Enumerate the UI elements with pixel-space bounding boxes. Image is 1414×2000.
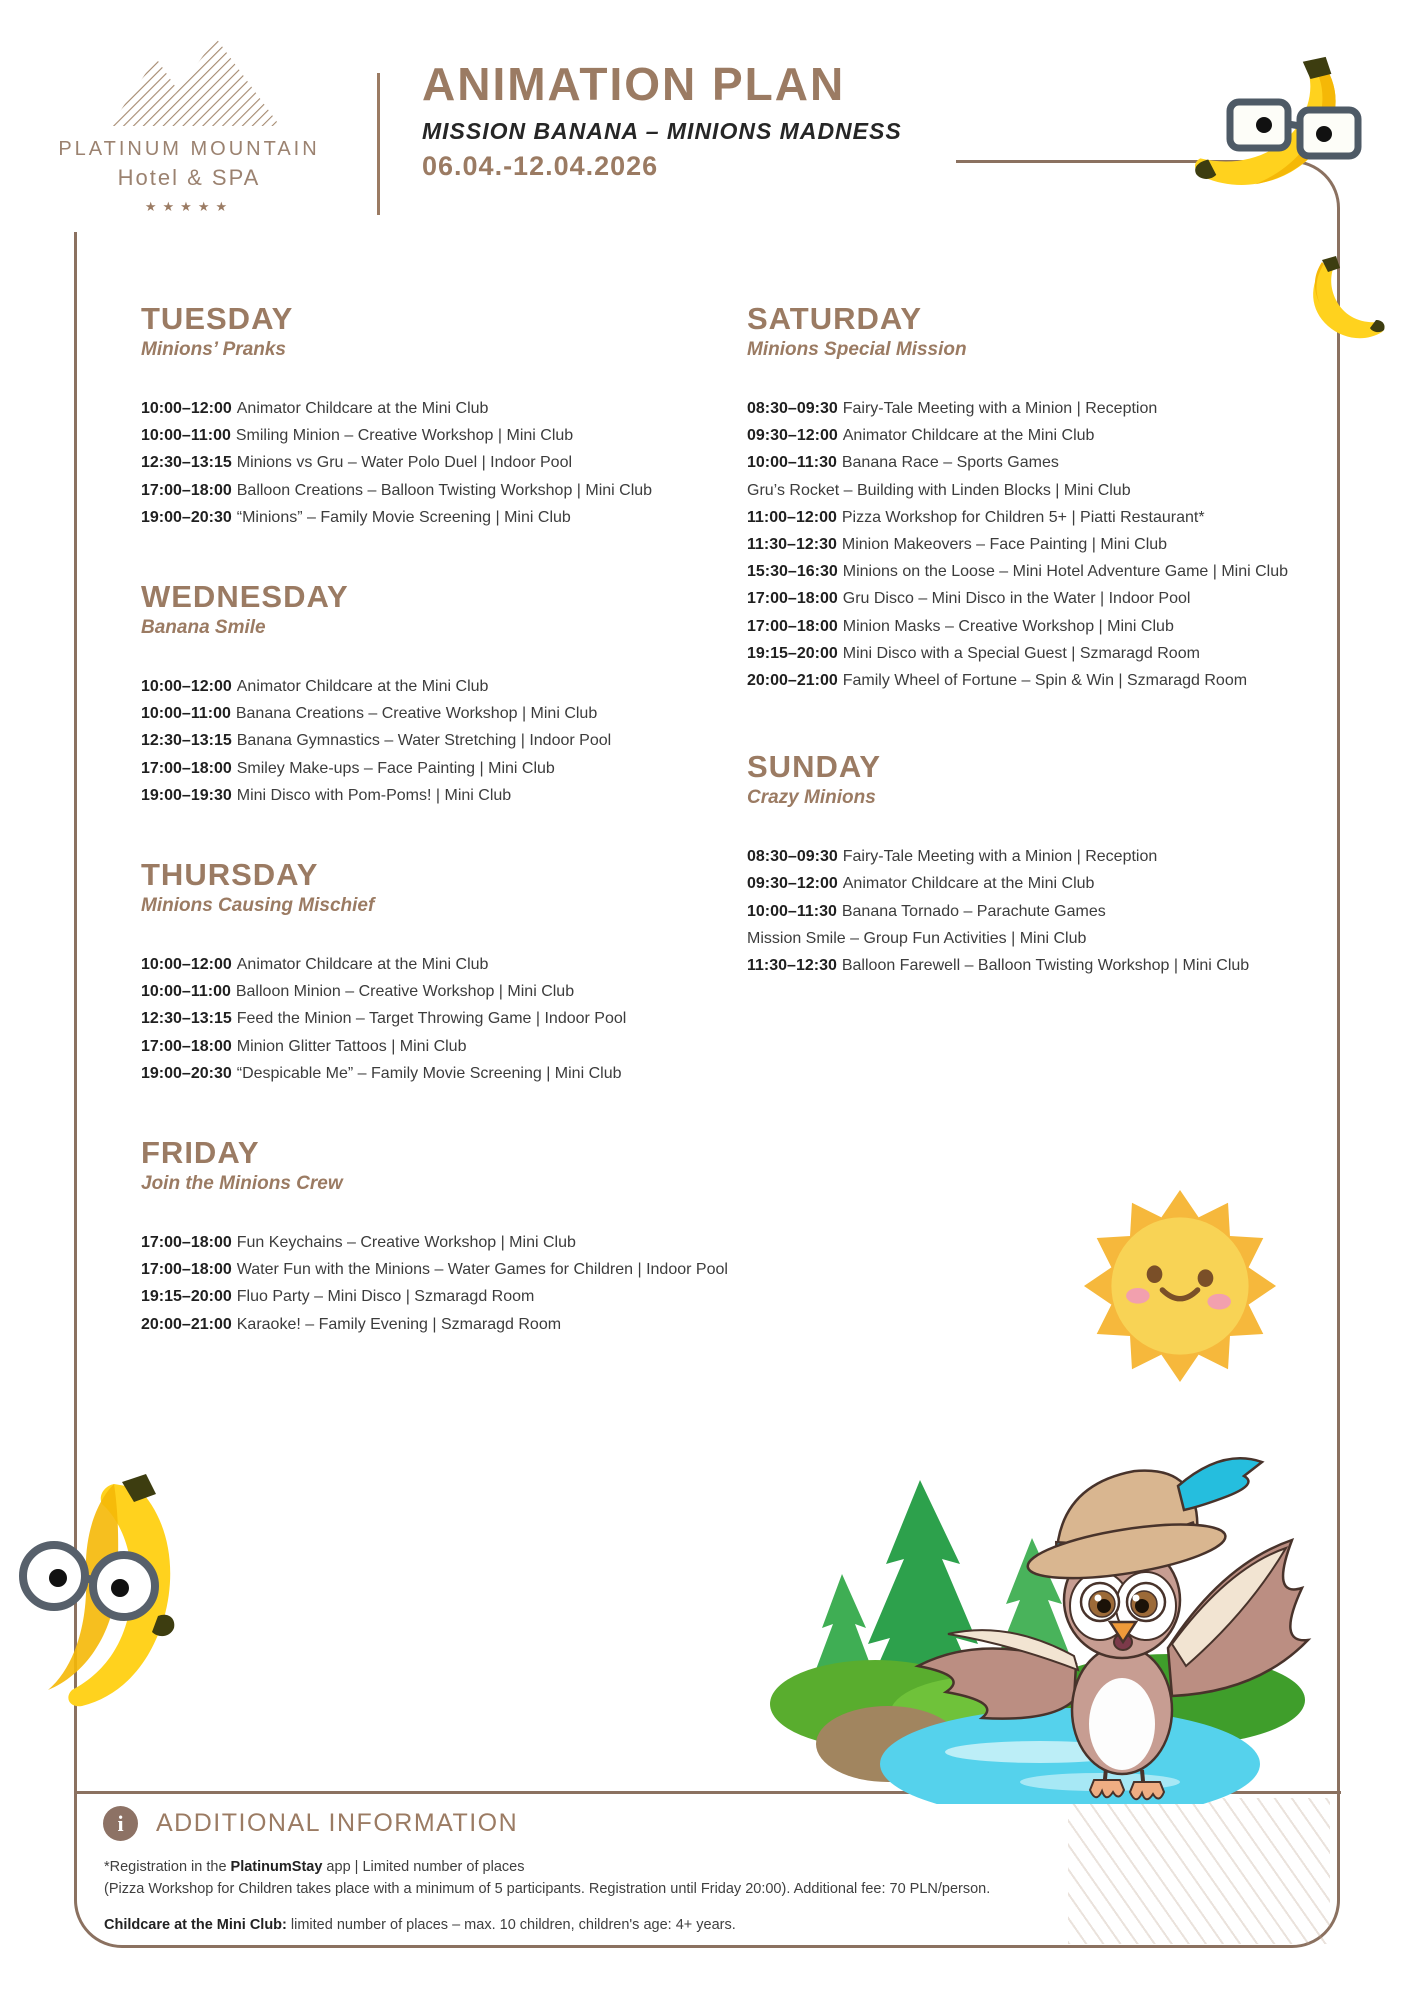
- event-text: Feed the Minion – Target Throwing Game | Indoor Pool: [236, 1010, 627, 1028]
- event-text: Karaoke! – Family Evening | Szmaragd Room: [236, 1315, 562, 1333]
- day-section: [141, 580, 761, 809]
- event-row: [747, 613, 1367, 640]
- day-theme: Minions’ Pranks: [141, 339, 286, 360]
- event-row: [141, 422, 761, 449]
- event-text: Banana Gymnastics – Water Stretching | Indoor Pool: [236, 732, 612, 750]
- event-row: [141, 1229, 761, 1256]
- event-row: [747, 870, 1367, 897]
- note1-prefix: *Registration in the: [104, 1859, 231, 1875]
- day-section: [141, 1136, 761, 1338]
- footer-notes: [104, 1856, 1254, 1936]
- day-section: [141, 858, 761, 1087]
- banana-with-round-glasses-illustration: [18, 1448, 218, 1748]
- header-divider: [377, 73, 380, 215]
- event-time: 15:30–16:30: [747, 563, 838, 581]
- event-text: Animator Childcare at the Mini Club: [236, 400, 489, 417]
- event-row: [141, 1005, 761, 1032]
- star-rating: ★★★★★: [144, 199, 234, 214]
- event-text: Minion Makeovers – Face Painting | Mini Club: [841, 536, 1168, 554]
- day-theme: Minions Special Mission: [747, 339, 967, 360]
- event-time: 10:00–12:00: [141, 678, 232, 696]
- event-row: [141, 951, 761, 978]
- day-name: FRIDAY: [141, 1135, 260, 1171]
- brand-subtitle: Hotel & SPA: [117, 165, 261, 190]
- day-name: TUESDAY: [141, 301, 294, 336]
- event-time: 20:00–21:00: [141, 1315, 232, 1333]
- event-time: 19:00–19:30: [141, 786, 232, 804]
- event-time: 17:00–18:00: [747, 617, 838, 635]
- event-text: Banana Creations – Creative Workshop | Mini Club: [235, 705, 598, 723]
- day-section: [747, 302, 1367, 694]
- event-row: [747, 531, 1367, 558]
- event-text: Balloon Creations – Balloon Twisting Workshop | Mini Club: [236, 481, 653, 499]
- event-text: Minions on the Loose – Mini Hotel Adventure Game | Mini Club: [842, 563, 1289, 581]
- event-row: [141, 978, 761, 1005]
- event-text: Mission Smile – Group Fun Activities | Mini Club: [747, 929, 1087, 947]
- event-row: [747, 843, 1367, 870]
- event-text: Mini Disco with a Special Guest | Szmaragd Room: [842, 644, 1200, 662]
- event-text: Animator Childcare at the Mini Club: [236, 956, 489, 974]
- event-row: [747, 449, 1367, 476]
- event-time: 17:00–18:00: [141, 1261, 232, 1279]
- event-text: Balloon Minion – Creative Workshop | Mini Club: [235, 983, 575, 1001]
- event-text: Balloon Farewell – Balloon Twisting Workshop | Mini Club: [841, 957, 1250, 975]
- page-subtitle: MISSION BANANA – MINIONS MADNESS: [422, 118, 902, 144]
- event-time: 12:30–13:15: [141, 1010, 232, 1028]
- event-row: [747, 477, 1367, 504]
- day-section: [747, 750, 1367, 979]
- event-time: 10:00–11:30: [747, 902, 837, 920]
- event-time: 10:00–11:30: [747, 454, 837, 472]
- event-text: Family Wheel of Fortune – Spin & Win | Szmaragd Room: [842, 672, 1248, 690]
- event-time: 19:00–20:30: [141, 1064, 232, 1082]
- event-text: Minion Masks – Creative Workshop | Mini Club: [842, 617, 1174, 635]
- event-time: 10:00–11:00: [141, 427, 231, 445]
- event-row: [141, 1283, 761, 1310]
- event-row: [747, 640, 1367, 667]
- event-row: [141, 673, 761, 700]
- event-row: [141, 504, 761, 531]
- day-section: [141, 302, 761, 531]
- event-row: [747, 898, 1367, 925]
- event-list: [747, 843, 1367, 979]
- day-theme: Banana Smile: [141, 617, 266, 639]
- event-text: Fun Keychains – Creative Workshop | Mini Club: [236, 1234, 576, 1252]
- event-text: Pizza Workshop for Children 5+ | Piatti Restaurant*: [841, 508, 1205, 526]
- event-row: [141, 1060, 761, 1087]
- event-time: 20:00–21:00: [747, 672, 838, 690]
- event-text: Gru’s Rocket – Building with Linden Blocks | Mini Club: [747, 481, 1131, 499]
- event-text: Smiling Minion – Creative Workshop | Mini Club: [235, 427, 574, 445]
- event-text: Fairy-Tale Meeting with a Minion | Reception: [842, 848, 1158, 866]
- event-time: 17:00–18:00: [141, 759, 232, 777]
- smiling-sun-illustration: [1082, 1188, 1278, 1384]
- event-text: Gru Disco – Mini Disco in the Water | Indoor Pool: [842, 590, 1191, 608]
- day-name: THURSDAY: [141, 857, 319, 893]
- event-text: “Despicable Me” – Family Movie Screening | Mini Club: [236, 1064, 622, 1082]
- event-time: 10:00–11:00: [141, 983, 231, 1001]
- banana-with-square-glasses-illustration: [1192, 38, 1378, 238]
- event-row: [141, 755, 761, 782]
- event-time: 17:00–18:00: [141, 1037, 232, 1055]
- note1-suffix: app | Limited number of places: [322, 1859, 525, 1875]
- event-time: 19:00–20:30: [141, 508, 232, 526]
- event-text: Fluo Party – Mini Disco | Szmaragd Room: [236, 1288, 535, 1306]
- day-theme: Join the Minions Crew: [141, 1173, 343, 1195]
- event-row: [747, 422, 1367, 449]
- day-name: SATURDAY: [747, 301, 923, 336]
- event-row: [141, 782, 761, 809]
- note1-bold: PlatinumStay: [230, 1859, 323, 1875]
- event-time: 12:30–13:15: [141, 732, 232, 750]
- event-text: Animator Childcare at the Mini Club: [236, 678, 489, 696]
- event-text: Fairy-Tale Meeting with a Minion | Reception: [842, 400, 1158, 417]
- footer-title: ADDITIONAL INFORMATION: [156, 1809, 519, 1837]
- event-time: 08:30–09:30: [747, 400, 838, 417]
- page-title: ANIMATION PLAN: [422, 58, 846, 110]
- day-theme: Crazy Minions: [747, 787, 876, 809]
- event-row: [141, 1256, 761, 1283]
- event-time: 09:30–12:00: [747, 427, 838, 445]
- event-text: Smiley Make-ups – Face Painting | Mini Club: [236, 759, 555, 777]
- event-text: Animator Childcare at the Mini Club: [842, 875, 1095, 893]
- schedule-column-right: [747, 302, 1367, 1035]
- event-text: Water Fun with the Minions – Water Games for Children | Indoor Pool: [236, 1261, 728, 1279]
- hotel-logo: [55, 36, 323, 215]
- forest-lake-scene: [770, 1452, 1330, 1804]
- event-row: [141, 395, 761, 422]
- event-row: [747, 504, 1367, 531]
- event-time: 11:00–12:00: [747, 508, 837, 526]
- event-row: [141, 1033, 761, 1060]
- event-row: [141, 727, 761, 754]
- brand-name: PLATINUM MOUNTAIN: [58, 138, 320, 160]
- event-time: 10:00–12:00: [141, 400, 232, 417]
- registration-note: [104, 1856, 1254, 1878]
- schedule-column-left: [141, 302, 761, 1387]
- event-time: 10:00–11:00: [141, 705, 231, 723]
- day-name: SUNDAY: [747, 749, 882, 785]
- event-time: 11:30–12:30: [747, 957, 837, 975]
- day-theme: Minions Causing Mischief: [141, 895, 375, 917]
- event-list: [141, 951, 761, 1087]
- event-row: [747, 952, 1367, 979]
- event-row: [747, 585, 1367, 612]
- event-time: 09:30–12:00: [747, 875, 838, 893]
- event-text: Banana Race – Sports Games: [841, 454, 1059, 472]
- mountain-logo-icon: [94, 36, 284, 132]
- childcare-note: [104, 1914, 1254, 1936]
- event-row: [747, 667, 1367, 694]
- event-time: 11:30–12:30: [747, 536, 837, 554]
- event-text: Mini Disco with Pom-Poms! | Mini Club: [236, 786, 512, 804]
- event-row: [747, 558, 1367, 585]
- event-row: [141, 449, 761, 476]
- title-block: [422, 58, 902, 182]
- event-text: Minions vs Gru – Water Polo Duel | Indoor Pool: [236, 454, 573, 472]
- event-list: [141, 395, 761, 531]
- pizza-workshop-note: (Pizza Workshop for Children takes place with a minimum of 5 participants. Registration until Friday 20:00). Additional fee: 70 PLN/person.: [104, 1881, 991, 1897]
- note3-rest: limited number of places – max. 10 children, children's age: 4+ years.: [286, 1917, 736, 1933]
- day-name: WEDNESDAY: [141, 579, 349, 615]
- event-time: 17:00–18:00: [141, 1234, 232, 1252]
- event-list: [141, 1229, 761, 1338]
- event-list: [747, 395, 1367, 694]
- event-row: [141, 1311, 761, 1338]
- event-text: Animator Childcare at the Mini Club: [842, 427, 1095, 445]
- event-time: 10:00–12:00: [141, 956, 232, 974]
- event-time: 17:00–18:00: [141, 481, 232, 499]
- event-row: [747, 395, 1367, 422]
- event-row: [141, 700, 761, 727]
- footer-heading: [103, 1806, 518, 1841]
- note3-bold: Childcare at the Mini Club:: [104, 1917, 287, 1933]
- event-text: Banana Tornado – Parachute Games: [841, 902, 1106, 920]
- event-time: 17:00–18:00: [747, 590, 838, 608]
- info-icon: i: [103, 1806, 138, 1841]
- event-time: 19:15–20:00: [141, 1288, 232, 1306]
- event-time: 19:15–20:00: [747, 644, 838, 662]
- date-range: 06.04.-12.04.2026: [422, 151, 659, 181]
- event-row: [747, 925, 1367, 952]
- event-text: Minion Glitter Tattoos | Mini Club: [236, 1037, 467, 1055]
- event-time: 08:30–09:30: [747, 848, 838, 866]
- event-list: [141, 673, 761, 809]
- event-text: “Minions” – Family Movie Screening | Mini Club: [236, 508, 571, 526]
- event-row: [141, 477, 761, 504]
- event-time: 12:30–13:15: [141, 454, 232, 472]
